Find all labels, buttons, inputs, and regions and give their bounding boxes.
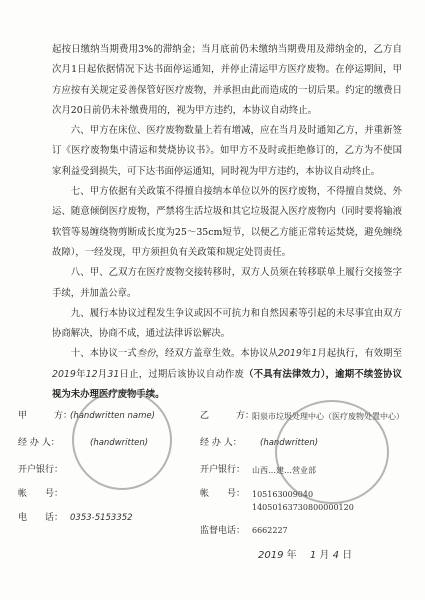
party-b-bank-label: 开户银行： (200, 465, 246, 475)
paragraph-fee-late: 起按日缴纳当期费用3%的滞纳金；当月底前仍未缴纳当期费用及滞纳金的，乙方自次月1日起依据情况下达书面停运通知，并停止清运甲方医疗废物。在停运期间，甲方应按有关规定妥善保管好医疗废物，并承担由此而造成的一切后果。约定的缴费日次月20日前仍未补缴费用的，视为甲方违约，本协议自动终止。 (52, 44, 402, 116)
party-b-supervise-label: 监督电话： (200, 526, 246, 536)
day-char: 日 (342, 550, 353, 561)
party-b-bank: 山西…建…营业部 (252, 466, 316, 475)
paragraph-six: 六、甲方在床位、医疗废物数量上若有增减，应在当月及时通知乙方，并重新签订《医疗废物集中清运和焚烧协议书》。如甲方不及时或拒绝修订的，乙方为不使国家利益受到损失，可下达书面停运通知，同时视为甲方违约，本协议自动终止。 (52, 125, 402, 177)
para-ten-bold-tail: （不具有法律效力），逾期不续签协议视为未办理医疗废物手续。 (52, 368, 402, 401)
para-ten-mid: ，经双方盖章生效。本协议从 (155, 348, 278, 360)
party-b-account-2: 14050163730800000120 (252, 503, 354, 512)
party-a-bank-label: 开户银行： (18, 465, 64, 475)
start-month: 1 (311, 348, 318, 360)
year-char: 年 (75, 368, 86, 380)
month-char: 月 (319, 550, 330, 561)
sign-year: 2019 (258, 550, 284, 561)
party-b-label: 乙 方： (200, 411, 255, 421)
party-a-phone-label: 电 话： (18, 513, 64, 523)
para-ten-line2-end: 日止，过期后该协议自动作废 (119, 368, 245, 380)
party-b-name: 阳泉市垃圾处理中心（医疗废物处置中心） (252, 412, 404, 421)
party-a-agent-label: 经 办 人： (18, 438, 60, 448)
party-a-seal (72, 390, 172, 490)
year-char: 年 (286, 550, 297, 561)
party-a-agent: (handwritten) (90, 438, 149, 448)
party-a-account-label: 帐 号： (18, 489, 64, 499)
sign-date (258, 546, 352, 561)
paragraph-eight: 八、甲、乙双方在医疗废物交接转移时，双方人员须在转移联单上履行交接签字手续，并加盖公章。 (52, 267, 402, 299)
year-char: 年 (301, 348, 312, 360)
party-b-agent: (handwritten) (260, 438, 319, 448)
party-b-supervise-phone: 6662227 (252, 526, 288, 535)
start-year: 2019 (277, 348, 302, 360)
party-a-name: (handwritten name) (70, 411, 155, 421)
agreement-body (52, 40, 402, 405)
paragraph-nine: 九、履行本协议过程发生争议或因不可抗力和自然因素等引起的未尽事宜由双方协商解决，协商不成，通过法律诉讼解决。 (52, 307, 402, 340)
sign-day: 4 (332, 550, 339, 561)
party-b-seal (275, 400, 389, 504)
paragraph-seven: 七、甲方依据有关政策不得擅自接纳本单位以外的医疗废物，不得擅自焚烧、外运、随意倾倒医疗废物，严禁将生活垃圾和其它垃圾混入医疗废物内（同时要将输液软管等易缠绕物剪断成长度为25～35cm短节，以便乙方能正常转运焚烧，避免缠绕故障），一经发现，甲方须担负有关政策和规定处罚责任。 (52, 186, 402, 258)
copies-handwritten: 叁份 (136, 348, 156, 360)
party-b-agent-label: 经 办 人： (200, 438, 242, 448)
end-month: 12 (85, 368, 98, 380)
para-ten-lead: 十、本协议一式 (70, 348, 137, 360)
month-char: 月 (97, 368, 108, 380)
para-ten-line2-start: 月起执行，有效期至 (317, 348, 402, 360)
end-year: 2019 (52, 368, 76, 380)
party-b-account-label: 帐 号： (200, 489, 246, 499)
party-a-label: 甲 方： (18, 411, 73, 421)
end-day: 31 (107, 368, 120, 380)
party-a-phone: 0353-5153352 (70, 513, 133, 523)
party-b-account-1: 105163009040 (252, 490, 314, 499)
sign-month: 1 (309, 550, 317, 561)
